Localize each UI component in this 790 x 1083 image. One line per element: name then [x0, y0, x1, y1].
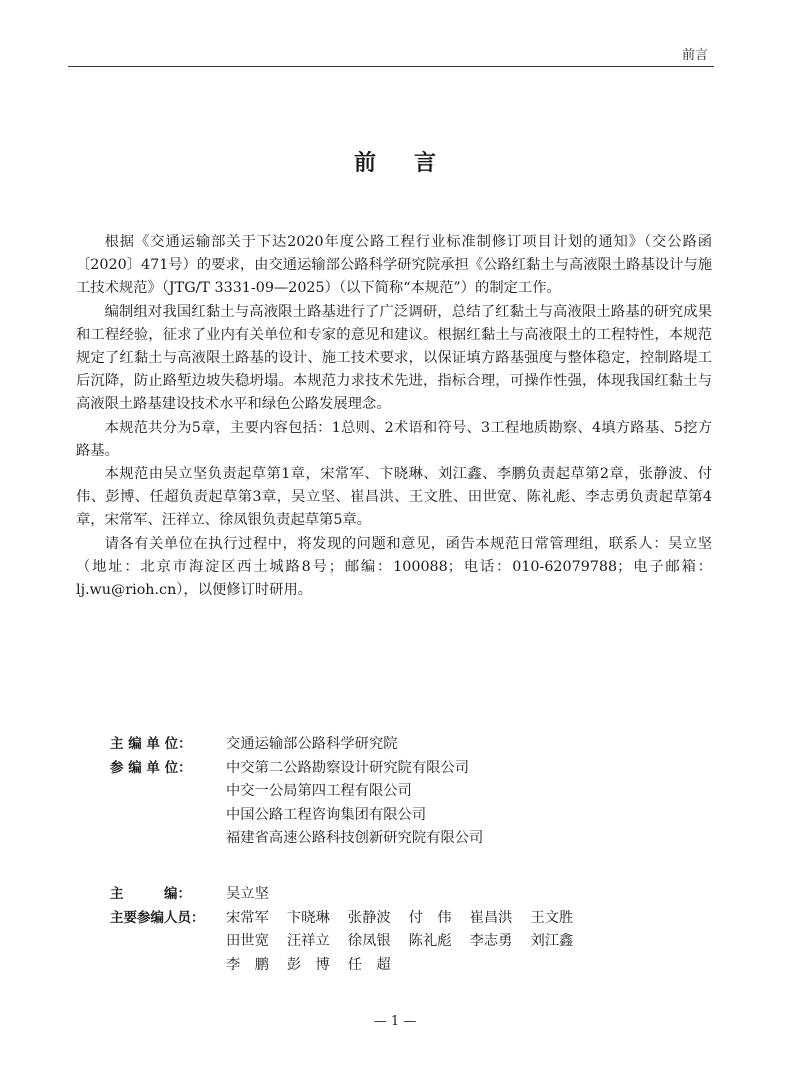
paragraph-1: 根据《交通运输部关于下达2020年度公路工程行业标准制修订项目计划的通知》（交公路函〔2020〕471号）的要求，由交通运输部公路科学研究院承担《公路红黏土与高液限土路基设计与施工技术规范》（JTG/T 3331-09—2025）（以下简称“本规范”）的制定工作。	[76, 234, 712, 297]
paragraph-3: 本规范共分为5章，主要内容包括：1总则、2术语和符号、3工程地质勘察、4填方路基、5挖方路基。	[76, 419, 712, 459]
editor-name: 崔昌洪	[469, 909, 513, 926]
editor-name: 彭 博	[286, 956, 330, 973]
editors-block	[110, 883, 710, 977]
units-block	[110, 733, 710, 851]
participating-units-row	[110, 757, 710, 851]
preface-body	[76, 231, 712, 602]
chief-unit-label: 主 编 单 位：	[110, 736, 192, 752]
editor-name: 徐凤银	[347, 933, 391, 949]
editor-name: 李志勇	[469, 933, 513, 949]
main-editors-list	[226, 907, 710, 978]
participating-unit: 中交一公局第四工程有限公司	[226, 783, 412, 799]
participating-unit: 中交第二公路勘察设计研究院有限公司	[226, 759, 470, 776]
editor-name: 宋常军	[226, 909, 269, 926]
editor-name: 田世宽	[226, 933, 269, 949]
editor-name: 卞晓琳	[286, 909, 330, 926]
page-number: — 1 —	[373, 1014, 417, 1029]
paragraph-2: 编制组对我国红黏土与高液限土路基进行了广泛调研，总结了红黏土与高液限土路基的研究成果和工程经验，征求了业内有关单位和专家的意见和建议。根据红黏土与高液限土的工程特性，本规范规定了红黏土与高液限土路基的设计、施工技术要求，以保证填方路基强度与整体稳定，控制路堤工后沉降，防止路堑边坡失稳坍塌。本规范力求技术先进，指标合理，可操作性强，体现我国红黏土与高液限土路基建设技术水平和绿色公路发展理念。	[76, 303, 712, 413]
editor-name: 张静波	[347, 909, 391, 926]
editor-name: 王文胜	[530, 909, 574, 926]
editor-name: 付 伟	[408, 909, 452, 926]
main-editors-label: 主要参编人员：	[110, 909, 205, 926]
page-title: 前言	[353, 151, 474, 176]
chief-editor-value: 吴立坚	[226, 886, 269, 902]
paragraph-4: 本规范由吴立坚负责起草第1章，宋常军、卞晓琳、刘江鑫、李鹏负责起草第2章，张静波、付伟、彭博、任超负责起草第3章，吴立坚、崔昌洪、王文胜、田世宽、陈礼彪、李志勇负责起草第4章，宋常军、汪祥立、徐凤银负责起草第5章。	[76, 466, 712, 529]
chief-unit-row	[110, 733, 710, 757]
editor-name: 李 鹏	[226, 956, 269, 973]
paragraph-5: 请各有关单位在执行过程中，将发现的问题和意见，函告本规范日常管理组，联系人：吴立坚（地址：北京市海淀区西土城路8号；邮编：100088；电话：010-62079788；电子邮箱：lj.wu@rioh.cn），以便修订时研用。	[76, 535, 712, 599]
participating-units-label: 参 编 单 位：	[110, 759, 192, 776]
chief-unit-value: 交通运输部公路科学研究院	[226, 736, 398, 752]
header-rule	[68, 66, 714, 67]
editor-name: 陈礼彪	[408, 933, 452, 949]
chief-editor-label: 主 编：	[110, 886, 191, 902]
editor-name: 刘江鑫	[530, 933, 574, 949]
editor-name: 任 超	[347, 956, 391, 973]
running-header: 前言	[681, 48, 708, 63]
participating-unit: 福建省高速公路科技创新研究院有限公司	[226, 830, 484, 846]
editor-name: 汪祥立	[286, 933, 330, 949]
chief-editor-row	[110, 883, 710, 907]
main-editors-row	[110, 907, 710, 978]
participating-unit: 中国公路工程咨询集团有限公司	[226, 806, 427, 823]
